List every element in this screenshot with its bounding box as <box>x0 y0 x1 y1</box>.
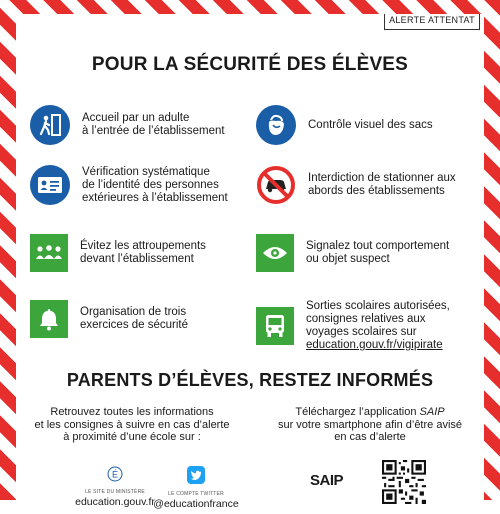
bag-icon <box>256 105 296 145</box>
section-title-parents: PARENTS D’ÉLÈVES, RESTEZ INFORMÉS <box>66 370 434 390</box>
bus-icon <box>256 307 294 345</box>
id-card-icon <box>30 165 70 205</box>
ministry-site[interactable]: É LE SITE DU MINISTÈRE education.gouv.fr <box>74 466 156 508</box>
ministry-site-link[interactable]: education.gouv.fr <box>75 496 155 508</box>
info-ministry: Retrouvez toutes les informations et les consignes à suivre en cas d’alerte à proximité d’une école sur : <box>34 406 230 443</box>
info-saip: Téléchargez l’application SAIP sur votre smartphone afin d’être avisé en cas d’alerte <box>277 406 463 443</box>
poster-body <box>16 14 484 514</box>
ministry-logo-icon <box>107 466 123 482</box>
item-adult-reception: Accueil par un adulte à l’entrée de l’établissement <box>30 105 225 145</box>
section-title-security: POUR LA SÉCURITÉ DES ÉLÈVES <box>91 54 409 75</box>
item-avoid-crowds: Évitez les attroupements devant l’établissement <box>30 234 206 272</box>
twitter-icon <box>187 466 205 484</box>
eye-icon <box>256 234 294 272</box>
qr-code-icon[interactable] <box>382 460 426 504</box>
item-bag-check: Contrôle visuel des sacs <box>256 105 433 145</box>
vigipirate-link[interactable]: education.gouv.fr/vigipirate <box>306 339 443 351</box>
saip-logo: SAIP <box>310 472 344 489</box>
item-security-drills: Organisation de trois exercices de sécurité <box>30 300 188 338</box>
item-identity-check: Vérification systématique de l’identité des personnes extérieures à l’établissement <box>30 165 228 205</box>
door-person-icon <box>30 105 70 145</box>
item-school-trips: Sorties scolaires autorisées, consignes relatives aux voyages scolaires sur education.gouv.fr/vigipirate <box>256 300 450 352</box>
bell-icon <box>30 300 68 338</box>
alert-tag: ALERTE ATTENTAT <box>384 14 480 30</box>
item-no-parking: Interdiction de stationner aux abords des établissements <box>256 165 456 205</box>
twitter-account[interactable]: LE COMPTE TWITTER @educationfrance <box>150 466 242 510</box>
item-report-suspicious: Signalez tout comportement ou objet suspect <box>256 234 449 272</box>
crowd-icon <box>30 234 68 272</box>
no-parking-car-icon <box>256 165 296 205</box>
twitter-link[interactable]: @educationfrance <box>153 498 239 510</box>
svg-text:É: É <box>111 469 119 480</box>
